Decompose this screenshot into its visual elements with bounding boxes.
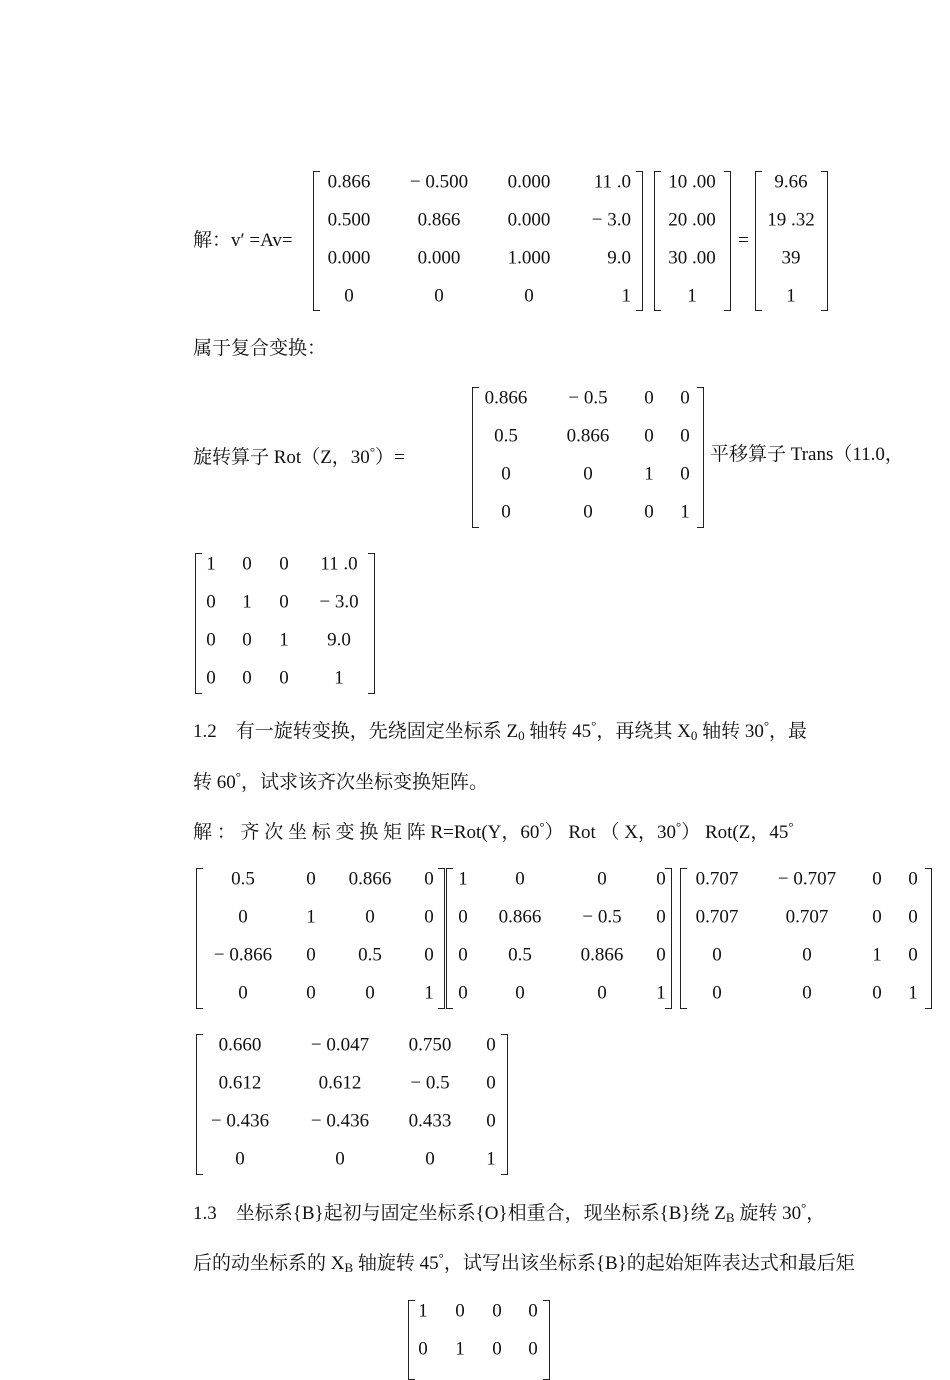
matrix-cell: 0: [238, 906, 248, 928]
degree-mark: °: [801, 1200, 807, 1215]
matrix-cell: 0.000: [507, 171, 551, 193]
matrix-cell: 0.5: [231, 868, 255, 890]
matrix-cell: − 0.866: [213, 944, 273, 966]
matrix-cell: − 0.5: [568, 387, 608, 409]
matrix-cell: 0: [418, 1338, 428, 1360]
matrix-cell: 9.0: [607, 247, 631, 269]
degree-mark: °: [788, 819, 794, 834]
matrix-cell: 0: [206, 591, 216, 613]
p13-text-c: ，: [806, 1203, 826, 1224]
matrix-rot-z-2: [680, 868, 932, 1009]
p12-line2-a: 转 60: [193, 772, 236, 793]
matrix-cell: 0: [425, 1148, 435, 1170]
matrix-cell: 1: [656, 982, 666, 1004]
matrix-cell: 0: [242, 629, 252, 651]
bracket-left: [755, 171, 762, 311]
matrix-cell: 1: [242, 591, 252, 613]
matrix-rot-z: [472, 387, 704, 528]
matrix-cell: 1: [206, 553, 216, 575]
matrix-cell: 0: [712, 982, 722, 1004]
composite-transform-text: 属于复合变换：: [193, 338, 327, 359]
matrix-initial: [408, 1300, 550, 1380]
matrix-cell: 0: [458, 944, 468, 966]
matrix-cell: 0: [802, 982, 812, 1004]
degree-mark: °: [676, 819, 682, 834]
matrix-cell: 19 .32: [767, 209, 815, 231]
bracket-left: [446, 868, 453, 1009]
matrix-trans: [195, 553, 375, 694]
matrix-cell: 0: [908, 944, 918, 966]
matrix-cell: 0: [306, 982, 316, 1004]
p12-text-a: 1.2 有一旋转变换，先绕固定坐标系 Z: [193, 721, 519, 742]
p13-sub-b2: B: [344, 1260, 354, 1275]
matrix-cell: 1: [418, 1300, 428, 1322]
matrix-cell: 1: [458, 868, 468, 890]
matrix-cell: 0: [680, 463, 690, 485]
matrix-cell: 1: [334, 667, 344, 689]
matrix-cell: 0: [872, 868, 882, 890]
matrix-cell: 0: [492, 1338, 502, 1360]
matrix-cell: 0.612: [318, 1072, 362, 1094]
matrix-cell: 0: [242, 667, 252, 689]
matrix-cell: 0.000: [417, 247, 461, 269]
matrix-cell: 1: [621, 285, 631, 307]
matrix-cell: 0: [656, 906, 666, 928]
bracket-right: [501, 1034, 508, 1175]
matrix-cell: 0: [712, 944, 722, 966]
matrix-cell: 1: [306, 906, 316, 928]
p12-text-e: ，最: [769, 721, 808, 742]
vector-result: [755, 171, 828, 311]
matrix-cell: 0: [524, 285, 534, 307]
p12-text-c: ，再绕其 X: [596, 721, 691, 742]
matrix-cell: 0.866: [566, 425, 610, 447]
bracket-right: [368, 553, 375, 694]
degree-mark: °: [369, 444, 376, 459]
matrix-cell: 0: [597, 982, 607, 1004]
matrix-cell: 0.866: [348, 868, 392, 890]
p13-line2-c: ，试写出该坐标系{B}的起始矩阵表达式和最后矩: [443, 1253, 855, 1274]
matrix-A: [313, 171, 643, 311]
bracket-right: [438, 868, 445, 1009]
matrix-cell: 0: [515, 868, 525, 890]
p12-sol-a: 解 ： 齐 次 坐 标 变 换 矩 阵 R=Rot(Y，60: [193, 822, 540, 843]
matrix-cell: 1: [644, 463, 654, 485]
degree-mark: °: [763, 718, 770, 733]
matrix-cell: 1: [908, 982, 918, 1004]
matrix-cell: 0: [279, 553, 289, 575]
bracket-left: [680, 868, 687, 1009]
matrix-cell: 0.866: [484, 387, 528, 409]
matrix-cell: 39: [781, 247, 801, 269]
matrix-cell: 0: [235, 1148, 245, 1170]
matrix-cell: 0: [306, 868, 316, 890]
matrix-cell: 0: [335, 1148, 345, 1170]
matrix-cell: 11 .0: [320, 553, 358, 575]
matrix-cell: 0: [486, 1072, 496, 1094]
matrix-cell: 0: [597, 868, 607, 890]
matrix-cell: 0: [515, 982, 525, 1004]
matrix-cell: 1.000: [507, 247, 551, 269]
matrix-cell: 0: [908, 868, 918, 890]
matrix-cell: − 0.5: [582, 906, 622, 928]
matrix-cell: 0: [501, 463, 511, 485]
matrix-cell: − 3.0: [319, 591, 359, 613]
p12-sub-x: 0: [690, 728, 698, 743]
bracket-right: [543, 1300, 550, 1380]
matrix-cell: 1: [872, 944, 882, 966]
matrix-cell: 0: [486, 1110, 496, 1132]
matrix-cell: 0: [458, 906, 468, 928]
matrix-rot-x: [446, 868, 672, 1009]
matrix-cell: − 0.707: [777, 868, 837, 890]
matrix-cell: 0: [365, 982, 375, 1004]
matrix-cell: 0: [344, 285, 354, 307]
bracket-right: [636, 171, 643, 311]
matrix-cell: − 0.047: [310, 1034, 370, 1056]
matrix-cell: 1: [486, 1148, 496, 1170]
matrix-cell: − 0.500: [409, 171, 469, 193]
matrix-cell: 0: [583, 463, 593, 485]
bracket-left: [654, 171, 661, 311]
p12-line2-b: ，试求该齐次坐标变换矩阵。: [240, 772, 488, 793]
matrix-cell: 0.707: [695, 868, 739, 890]
matrix-cell: 0: [644, 425, 654, 447]
solution-label-1: 解：v′ =Av=: [193, 230, 293, 251]
problem-1-3-line1: [193, 1201, 825, 1224]
matrix-cell: 0: [424, 868, 434, 890]
matrix-cell: 0: [528, 1338, 538, 1360]
matrix-cell: 0: [528, 1300, 538, 1322]
trans-operator-label: 平移算子 Trans（11.0，: [710, 444, 904, 465]
matrix-cell: 9.0: [327, 629, 351, 651]
matrix-cell: 0: [644, 387, 654, 409]
problem-1-3-line2: [193, 1251, 855, 1274]
matrix-cell: 0: [365, 906, 375, 928]
matrix-cell: 0.866: [417, 209, 461, 231]
bracket-right: [724, 171, 731, 311]
matrix-cell: 0: [206, 629, 216, 651]
matrix-cell: 0: [872, 906, 882, 928]
matrix-cell: 1: [680, 501, 690, 523]
degree-mark: °: [591, 718, 597, 733]
matrix-cell: 0: [680, 387, 690, 409]
matrix-cell: 10 .00: [668, 171, 716, 193]
matrix-cell: 0: [872, 982, 882, 1004]
matrix-cell: 9.66: [774, 171, 808, 193]
matrix-cell: 1: [455, 1338, 465, 1360]
matrix-cell: 0: [492, 1300, 502, 1322]
matrix-cell: 0: [306, 944, 316, 966]
p12-sol-c: ） Rot(Z，45: [681, 822, 789, 843]
matrix-cell: 0.500: [327, 209, 371, 231]
p13-line2-b: 轴旋转 45: [353, 1253, 439, 1274]
p12-sol-b: ） Rot （ X，30: [544, 822, 677, 843]
matrix-cell: 0.866: [327, 171, 371, 193]
degree-mark: °: [235, 769, 241, 784]
vector-v: [654, 171, 731, 311]
degree-mark: °: [438, 1250, 444, 1265]
rot-label-suffix: ）=: [375, 447, 405, 468]
matrix-cell: 0: [279, 591, 289, 613]
bracket-left: [196, 1034, 203, 1175]
bracket-left: [195, 553, 202, 694]
p12-text-d: 轴转 30: [697, 721, 764, 742]
matrix-result-R: [196, 1034, 508, 1175]
bracket-right: [925, 868, 932, 1009]
matrix-cell: 0.612: [218, 1072, 262, 1094]
matrix-cell: 0.866: [498, 906, 542, 928]
matrix-cell: 0: [238, 982, 248, 1004]
matrix-cell: 1: [279, 629, 289, 651]
matrix-cell: 0: [434, 285, 444, 307]
p12-sub-z: 0: [518, 728, 525, 743]
p13-text-b: 旋转 30: [734, 1203, 802, 1224]
p13-sub-b: B: [725, 1210, 735, 1225]
p12-text-b: 轴转 45: [524, 721, 592, 742]
matrix-cell: 0: [583, 501, 593, 523]
rot-label-prefix: 旋转算子 Rot（Z，30: [193, 447, 370, 468]
matrix-cell: 0: [680, 425, 690, 447]
bracket-left: [313, 171, 320, 311]
matrix-cell: − 3.0: [591, 209, 631, 231]
bracket-left: [408, 1300, 415, 1380]
matrix-cell: 0.5: [508, 944, 532, 966]
matrix-cell: − 0.436: [310, 1110, 370, 1132]
matrix-cell: 0: [486, 1034, 496, 1056]
matrix-cell: 0.660: [218, 1034, 262, 1056]
matrix-cell: 0.707: [785, 906, 829, 928]
matrix-cell: 0: [455, 1300, 465, 1322]
matrix-cell: 1: [424, 982, 434, 1004]
bracket-left: [196, 868, 203, 1009]
matrix-cell: 0: [206, 667, 216, 689]
bracket-left: [472, 387, 479, 528]
solution-label-2: [193, 820, 794, 842]
matrix-cell: 1: [786, 285, 796, 307]
matrix-cell: 0.750: [408, 1034, 452, 1056]
matrix-cell: − 0.436: [210, 1110, 270, 1132]
matrix-cell: 0: [908, 906, 918, 928]
bracket-right: [697, 387, 704, 528]
matrix-cell: 0: [424, 906, 434, 928]
p13-line2-a: 后的动坐标系的 X: [193, 1253, 345, 1274]
matrix-cell: 0: [501, 501, 511, 523]
matrix-cell: 11 .0: [593, 171, 631, 193]
rot-operator-label: [193, 445, 405, 467]
matrix-cell: 1: [687, 285, 697, 307]
matrix-cell: 0: [656, 868, 666, 890]
matrix-cell: 0: [458, 982, 468, 1004]
matrix-cell: 0: [242, 553, 252, 575]
matrix-cell: − 0.5: [410, 1072, 450, 1094]
bracket-right: [821, 171, 828, 311]
problem-1-2-line2: [193, 770, 488, 792]
degree-mark: °: [539, 819, 545, 834]
matrix-cell: 0: [279, 667, 289, 689]
matrix-rot-y: [196, 868, 445, 1009]
matrix-cell: 0: [656, 944, 666, 966]
matrix-cell: 0: [644, 501, 654, 523]
matrix-cell: 0.5: [358, 944, 382, 966]
matrix-cell: 30 .00: [668, 247, 716, 269]
matrix-cell: 0: [424, 944, 434, 966]
bracket-right: [665, 868, 672, 1009]
matrix-cell: 0.000: [327, 247, 371, 269]
matrix-cell: 0: [802, 944, 812, 966]
problem-1-2-line1: [193, 719, 807, 742]
p13-text-a: 1.3 坐标系{B}起初与固定坐标系{O}相重合，现坐标系{B}绕 Z: [193, 1203, 726, 1224]
matrix-cell: 0.866: [580, 944, 624, 966]
equals-sign: =: [738, 230, 749, 251]
matrix-cell: 0.433: [408, 1110, 452, 1132]
matrix-cell: 0.5: [494, 425, 518, 447]
matrix-cell: 0.707: [695, 906, 739, 928]
matrix-cell: 20 .00: [668, 209, 716, 231]
matrix-cell: 0.000: [507, 209, 551, 231]
